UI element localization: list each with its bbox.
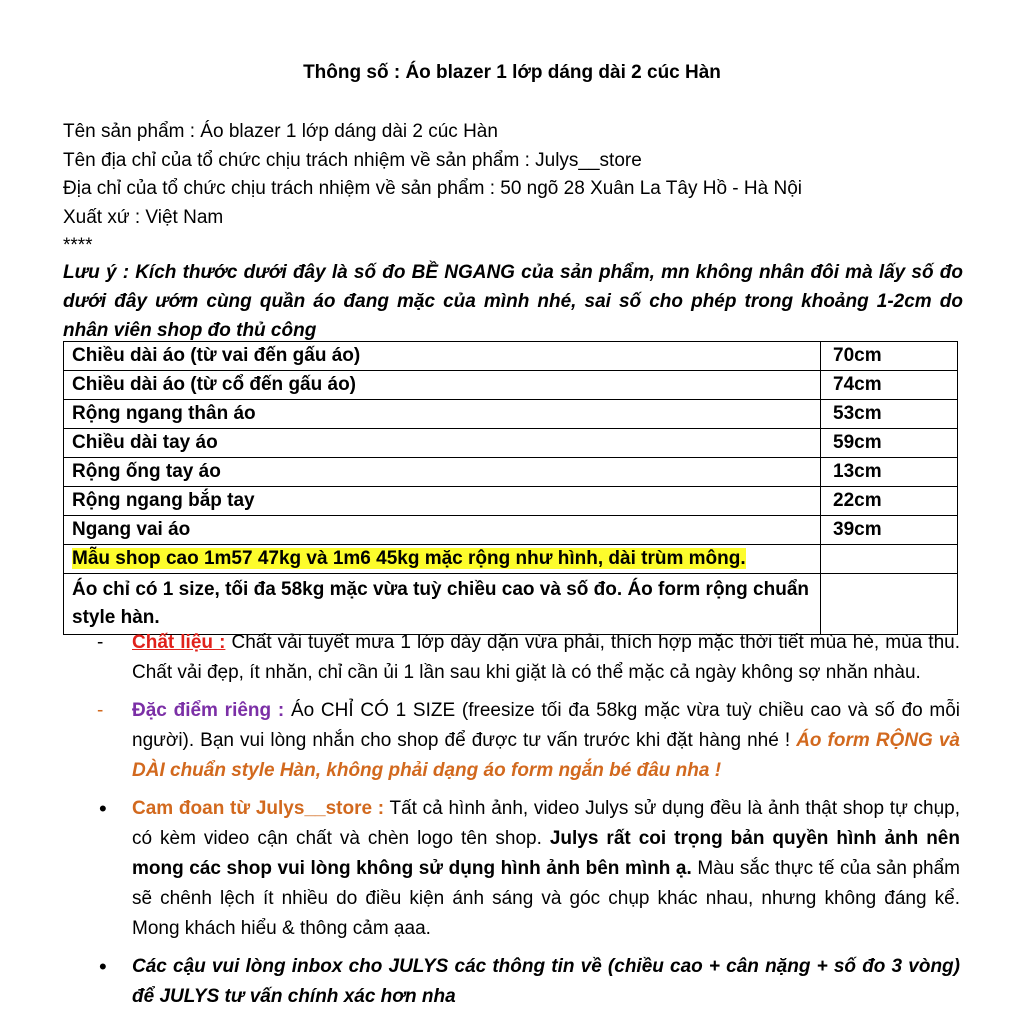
table-row [64, 342, 958, 371]
row-value: 59cm [821, 429, 958, 458]
row-value: 39cm [821, 516, 958, 545]
list-item-inbox [95, 952, 960, 1012]
row-label: Ngang vai áo [64, 516, 821, 545]
details-list [95, 628, 960, 1012]
model-info-cell [64, 545, 821, 574]
table-row [64, 400, 958, 429]
features-text: Áo CHỈ CÓ 1 SIZE (freesize tối đa 58kg mặc vừa tuỳ chiều cao và số đo mỗi người). Bạn vui lòng nhắn cho shop để được tư vấn trước khi đặt hàng nhé ! [132, 700, 960, 751]
material-text: Chất vải tuyết mưa 1 lớp dày dặn vừa phải, thích hợp mặc thời tiết mùa hè, mùa thu. Chất vải đẹp, ít nhăn, chỉ cần ủi 1 lần sau khi giặt là có thể mặc cả ngày không sợ nhăn nhàu. [132, 632, 960, 683]
row-label: Chiều dài áo (từ cổ đến gấu áo) [64, 371, 821, 400]
table-row [64, 516, 958, 545]
dash-marker: - [97, 700, 104, 721]
list-item-commitment [95, 794, 960, 944]
size-note: Lưu ý : Kích thước dưới đây là số đo BỀ NGANG của sản phẩm, mn không nhân đôi mà lấy số đo dưới đây ướm cùng quần áo đang mặc của mình nhé, sai số cho phép trong khoảng 1-2cm do nhân viên shop đo thủ công [63, 262, 963, 341]
size-table [63, 341, 958, 635]
commitment-label: Cam đoan từ Julys__store : [132, 798, 385, 819]
row-label: Chiều dài áo (từ vai đến gấu áo) [64, 342, 821, 371]
table-row [64, 429, 958, 458]
org-name: Tên địa chỉ của tổ chức chịu trách nhiệm về sản phẩm : Julys__store [63, 149, 642, 171]
table-row [64, 458, 958, 487]
origin: Xuất xứ : Việt Nam [63, 206, 224, 228]
row-label: Rộng ngang bắp tay [64, 487, 821, 516]
separator-stars: **** [63, 235, 93, 256]
list-item-material [95, 628, 960, 688]
list-item-features [95, 696, 960, 786]
page-title: Thông số : Áo blazer 1 lớp dáng dài 2 cúc Hàn [303, 62, 721, 83]
size-info-cell: Áo chỉ có 1 size, tối đa 58kg mặc vừa tuỳ chiều cao và số đo. Áo form rộng chuẩn style hàn. [64, 574, 821, 635]
org-address: Địa chỉ của tổ chức chịu trách nhiệm về sản phẩm : 50 ngõ 28 Xuân La Tây Hồ - Hà Nội [63, 178, 802, 199]
dash-marker: - [97, 632, 104, 653]
product-info [63, 118, 802, 261]
commitment-text-1: Tất cả hình ảnh, video Julys sử dụng đều là ảnh thật shop tự chụp, có kèm video cận chất và chèn logo tên shop. [132, 798, 961, 849]
bullet-marker: • [99, 954, 107, 979]
table-row-size [64, 574, 958, 635]
row-value: 22cm [821, 487, 958, 516]
material-label: Chất liệu : [132, 632, 226, 653]
commitment-bold: Julys rất coi trọng bản quyền hình ảnh nên mong các shop vui lòng không sử dụng hình ảnh bên mình ạ. [132, 828, 960, 879]
inbox-text: Các cậu vui lòng inbox cho JULYS các thông tin về (chiều cao + cân nặng + số đo 3 vòng) để JULYS tư vấn chính xác hơn nha [132, 956, 960, 1007]
empty-cell [821, 545, 958, 574]
table-row [64, 487, 958, 516]
table-row-model [64, 545, 958, 574]
model-info-highlight: Mẫu shop cao 1m57 47kg và 1m6 45kg mặc rộng như hình, dài trùm mông. [72, 548, 746, 569]
features-emphasis: Áo form RỘNG và DÀI chuẩn style Hàn, không phải dạng áo form ngắn bé đâu nha ! [132, 730, 960, 781]
row-label: Chiều dài tay áo [64, 429, 821, 458]
table-row [64, 371, 958, 400]
bullet-marker: • [99, 796, 107, 821]
empty-cell [821, 574, 958, 635]
row-value: 70cm [821, 342, 958, 371]
row-value: 53cm [821, 400, 958, 429]
row-label: Rộng ống tay áo [64, 458, 821, 487]
row-label: Rộng ngang thân áo [64, 400, 821, 429]
features-label: Đặc điểm riêng : [132, 700, 285, 721]
product-name: Tên sản phẩm : Áo blazer 1 lớp dáng dài 2 cúc Hàn [63, 121, 498, 142]
commitment-text-2: Màu sắc thực tế của sản phẩm sẽ chênh lệch ít nhiều do điều kiện ánh sáng và góc chụp khác nhau, nhưng không đáng kể. Mong khách hiểu & thông cảm ạaa. [132, 858, 960, 939]
row-value: 13cm [821, 458, 958, 487]
row-value: 74cm [821, 371, 958, 400]
